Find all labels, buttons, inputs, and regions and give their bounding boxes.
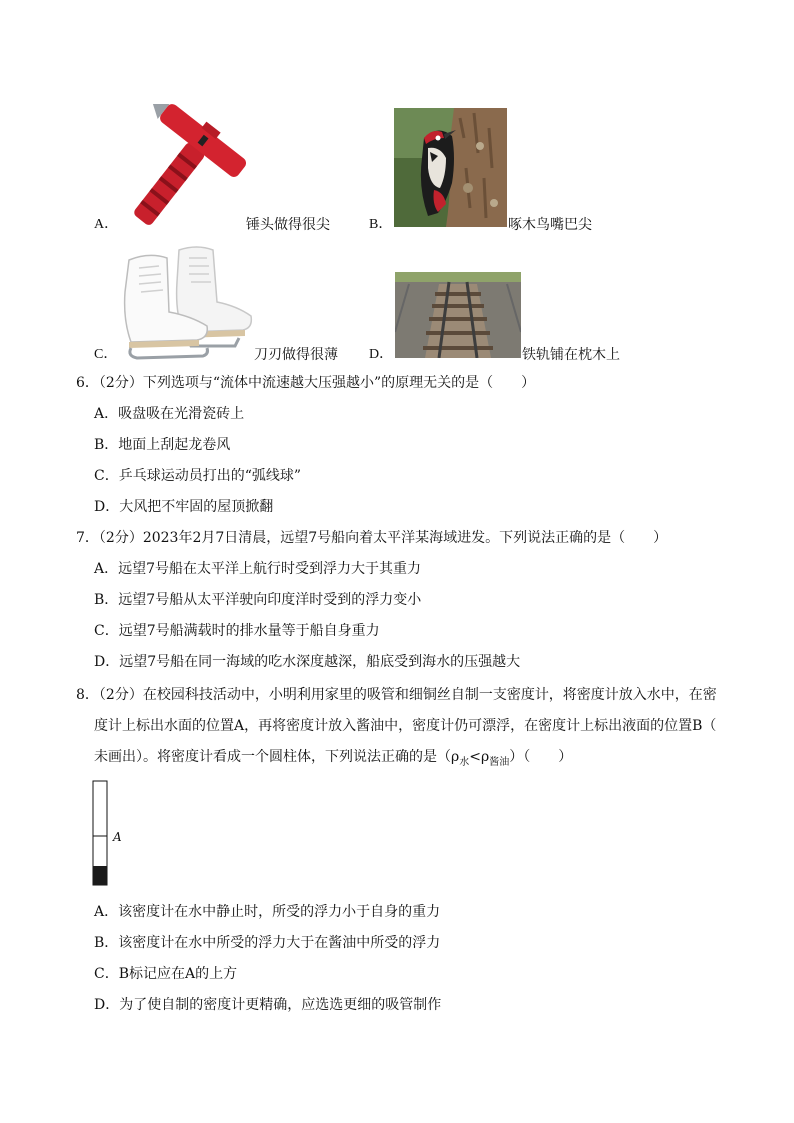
option-a: A．该密度计在水中静止时，所受的浮力小于自身的重力	[94, 904, 441, 920]
question-stem: 6．（2分）下列选项与“流体中流速越大压强越小”的原理无关的是（ ）	[76, 375, 536, 391]
option-letter: D．	[369, 347, 394, 362]
stem-text-mid: <ρ	[469, 749, 490, 765]
stem-text-pre: 未画出）。将密度计看成一个圆柱体，下列说法正确的是（ρ	[94, 749, 460, 765]
option-letter: A．	[94, 217, 119, 232]
option-caption: 铁轨铺在枕木上	[522, 347, 620, 363]
option-c: C．B标记应在A的上方	[94, 966, 238, 982]
option-letter: C．	[94, 347, 118, 362]
question-stem-line-2: 度计上标出水面的位置A，再将密度计放入酱油中，密度计仍可漂浮，在密度计上标出液面的位置B（	[94, 718, 717, 734]
option-caption: 锤头做得很尖	[246, 217, 330, 233]
subscript-soy-sauce: 酱油	[489, 756, 510, 768]
option-letter: B．	[369, 217, 393, 232]
question-stem-line-1: 8．（2分）在校园科技活动中，小明利用家里的吸管和细铜丝自制一支密度计，将密度计放入水中，在密	[76, 687, 717, 703]
option-a: A．吸盘吸在光滑瓷砖上	[94, 406, 245, 422]
option-d: D．大风把不牢固的屋顶掀翻	[94, 499, 274, 515]
stem-text-post: ）（ ）	[509, 749, 573, 765]
option-b: B．该密度计在水中所受的浮力大于在酱油中所受的浮力	[94, 935, 441, 951]
hydrometer-figure	[90, 780, 130, 888]
railway-tracks-icon	[395, 272, 521, 358]
question-stem: 7．（2分）2023年2月7日清晨，远望7号船向着太平洋某海域进发。下列说法正确的是（ ）	[76, 530, 668, 546]
white-ice-skates-icon	[117, 242, 255, 362]
option-c: C．乒乓球运动员打出的“弧线球”	[94, 468, 302, 484]
option-b: B．地面上刮起龙卷风	[94, 437, 231, 453]
option-caption: 啄木鸟嘴巴尖	[508, 217, 592, 233]
red-safety-hammer-icon	[116, 104, 246, 230]
question-stem-line-3	[94, 748, 572, 772]
mark-a-label: A	[113, 830, 122, 844]
option-caption: 刀刃做得很薄	[254, 347, 338, 363]
woodpecker-on-tree-icon	[394, 108, 507, 227]
subscript-water: 水	[459, 756, 470, 768]
option-b: B．远望7号船从太平洋驶向印度洋时受到的浮力变小	[94, 592, 422, 608]
option-d: D．为了使自制的密度计更精确，应选选更细的吸管制作	[94, 997, 442, 1013]
option-c: C．远望7号船满载时的排水量等于船自身重力	[94, 623, 380, 639]
option-a: A．远望7号船在太平洋上航行时受到浮力大于其重力	[94, 561, 422, 577]
option-d: D．远望7号船在同一海域的吃水深度越深，船底受到海水的压强越大	[94, 654, 521, 670]
